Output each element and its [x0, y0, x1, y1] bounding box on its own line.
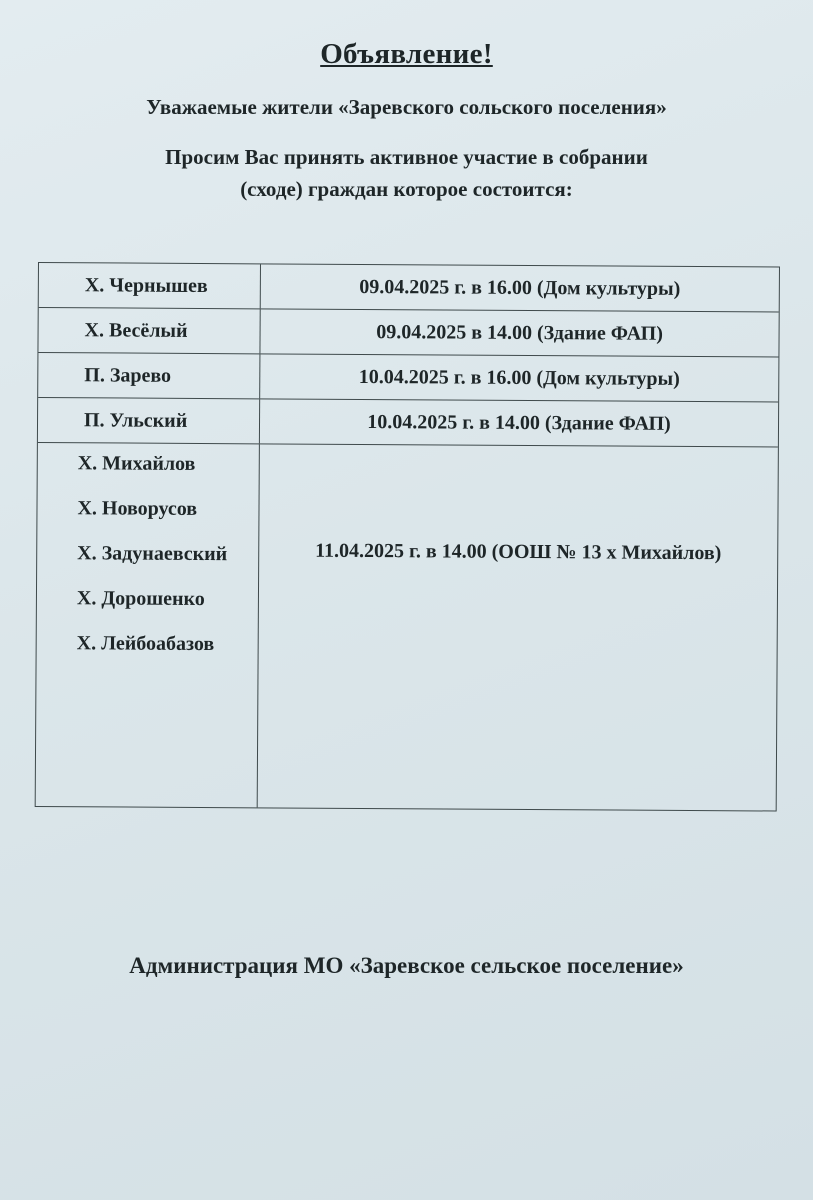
place-cell: П. Ульский: [38, 398, 260, 443]
announcement-title: Объявление!: [320, 38, 493, 70]
place-cell: П. Зарево: [38, 353, 260, 398]
place-list-cell: [36, 443, 260, 807]
request-line-1: Просим Вас принять активное участие в собрании: [165, 145, 648, 169]
schedule-cell: [258, 444, 778, 810]
table-row-group: [36, 443, 778, 811]
place-cell: Х. Весёлый: [38, 308, 260, 353]
meetings-table: [35, 262, 780, 812]
greeting-line: Уважаемые жители «Заревского сольского поселения»: [146, 95, 667, 119]
table-row: [39, 263, 779, 313]
place-item: Х. Дорошенко: [76, 587, 205, 611]
place-item: Х. Новорусов: [77, 497, 198, 520]
schedule-cell: 10.04.2025 г. в 14.00 (Здание ФАП): [367, 410, 671, 435]
schedule-cell: 10.04.2025 г. в 16.00 (Дом культуры): [358, 365, 680, 390]
place-cell: Х. Чернышев: [39, 263, 261, 308]
group-schedule: 11.04.2025 г. в 14.00 (ООШ № 13 х Михайлов): [315, 539, 722, 565]
signature: Администрация МО «Заревское сельское поселение»: [129, 953, 684, 978]
place-item: Х. Лейбоабазов: [76, 632, 215, 656]
place-item: Х. Михайлов: [77, 452, 196, 475]
table-row: [38, 353, 778, 403]
table-row: [38, 398, 778, 448]
schedule-cell: 09.04.2025 в 14.00 (Здание ФАП): [376, 320, 663, 345]
request-line-2: (сходе) граждан которое состоится:: [240, 177, 573, 201]
place-item: Х. Задунаевский: [77, 542, 228, 566]
table-row: [38, 308, 778, 358]
schedule-cell: 09.04.2025 г. в 16.00 (Дом культуры): [359, 275, 681, 300]
